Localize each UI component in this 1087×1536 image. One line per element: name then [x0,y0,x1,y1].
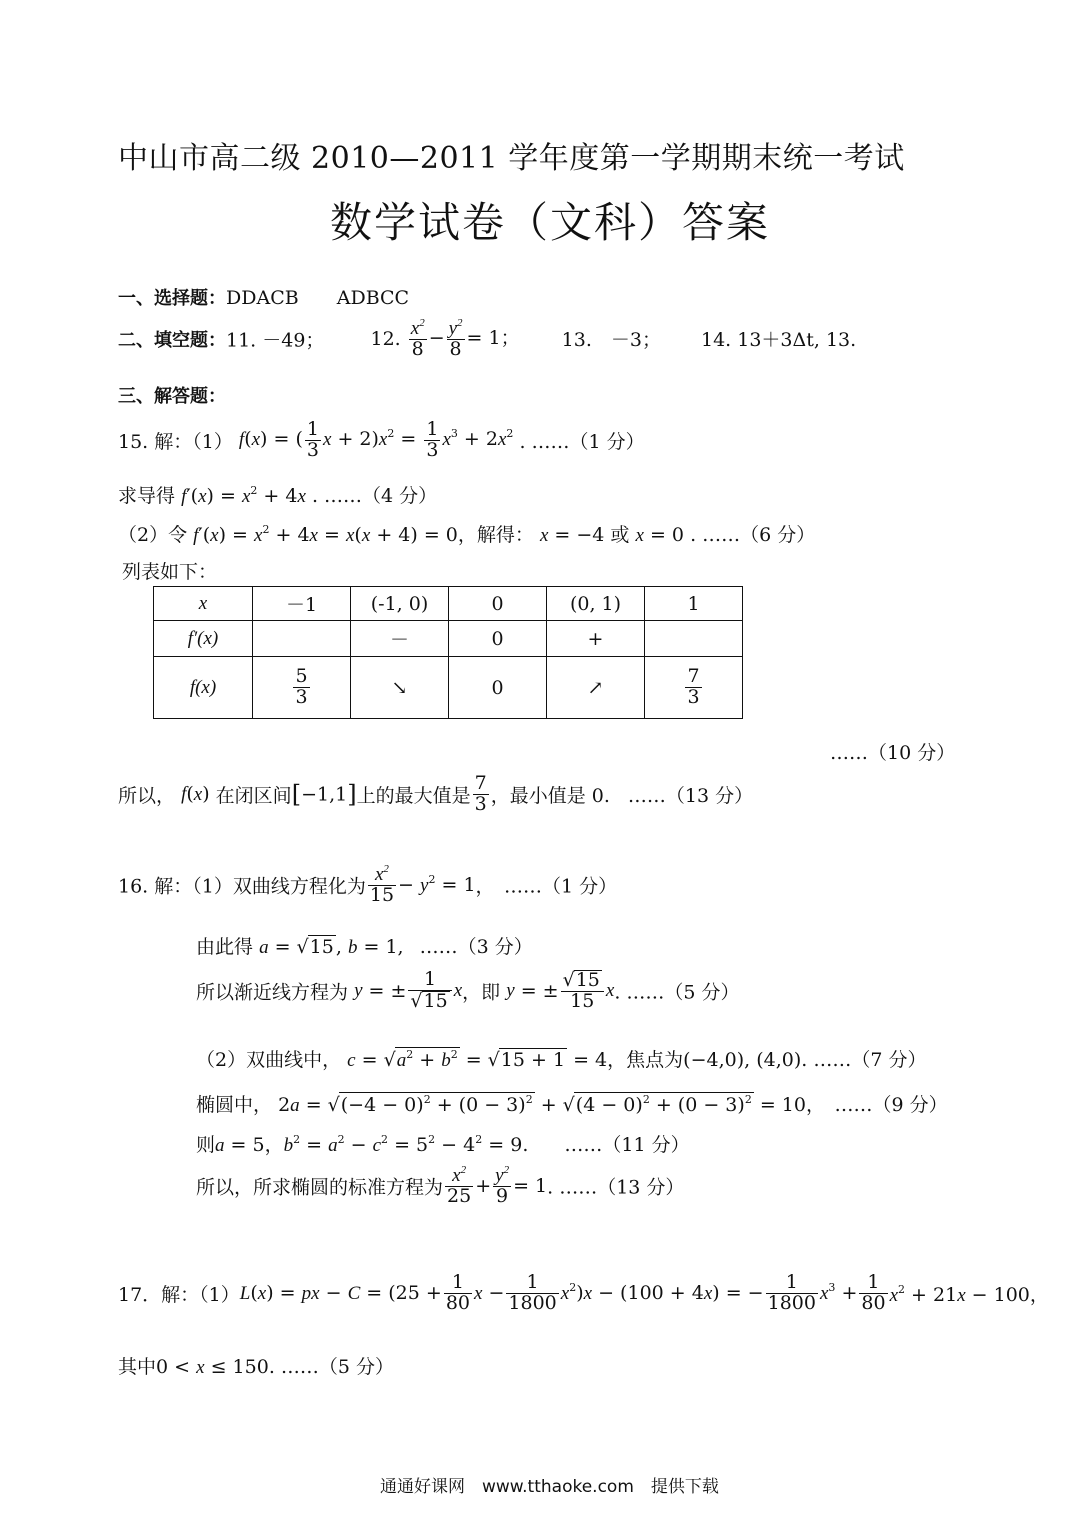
p16-c-value: $c = √a^2 + b^2 = √15 + 1 = 4$ [347,1048,608,1071]
p15-derivative-prefix: 求导得 [118,485,176,507]
p15-step2 [118,481,437,508]
answers-1-5: DDACB [226,287,299,309]
p15-fx: f [181,783,187,805]
table-cell: f′(x) [154,621,253,657]
fill-in-answers [118,318,856,360]
p17-domain: 0 < x ≤ 150 [156,1356,269,1378]
table-cell: 0 [449,657,547,719]
answer-13: 13. －3； [561,329,661,352]
p16-a-b-values: a = 5，$b^2 = a^2 - c^2 = 5^2 - 4^2 = 9$. [215,1133,529,1156]
p16-ab-values: a = √15 , b = 1, [259,936,404,958]
p17-line2 [118,1352,394,1379]
multiple-choice-answers [118,284,409,310]
p16-ellipse-y-term: $\frac{y^2}{9}$ [495,1164,510,1207]
p15-or: 或 [610,524,630,546]
p16-line7: 所以，所求椭圆的标准方程为 $\frac{x^2}{25}$ + $\frac{y^2}{9}$ = 1. ……（13 分） [196,1164,685,1207]
p16-score-9: ， ……（9 分） [806,1094,948,1116]
p15-conclusion: 所以， f(x) 在闭区间[−1,1]上的最大值是 $\frac{7}{3}$ ，最小值是 0. ……（13 分） [118,772,754,815]
p16-line6 [196,1130,690,1157]
p16-line4 [196,1045,926,1072]
p15-conclusion-b: 在闭区间 [215,784,292,807]
table-row [154,587,743,621]
p15-fx-expansion: f(x) = ( $\frac{1}{3}$ $x + 2)x^2$ = $\frac{1}{3}$ $x^3 + 2x^2$ [238,418,514,461]
answer-title: 数学试卷（文科）答案 [330,198,771,247]
p15-step1 [118,420,645,461]
table-cell [645,621,743,657]
p16-score-13: . ……（13 分） [547,1176,685,1199]
p15-root-1: x [539,525,549,546]
p16-line5 [196,1090,948,1117]
table-cell: (0, 1) [547,587,645,621]
table-cell: 0 [449,587,547,621]
table-cell: ↘ [351,657,449,719]
p16-line2 [196,932,533,959]
p16-line3: 所以渐近线方程为 y = ± $\frac{1}{√15}$ x，即 y = ± $\frac{√15}{15}$ x. ……（5 分） [196,968,740,1012]
p16-l4-prefix: （2）双曲线中， [196,1049,342,1071]
p15-score-4: . ……（4 分） [311,485,438,507]
p16-score-11: ……（11 分） [564,1134,690,1156]
table-cell: x [154,587,253,621]
p15-score-6: . ……（6 分） [690,524,816,546]
p16-score-7: . ……（7 分） [801,1049,927,1071]
p16-l3-mid: ，即 [462,981,501,1004]
p15-equation: $f'(x) = x^2 + 4x = x(x + 4) = 0$ [193,523,458,546]
p16-foci: (−4,0), (4,0) [683,1049,802,1071]
p16-2a-value: $2a = √(-4 - 0)^2 + (0 - 3)^2 + √(4 - 0)^2 + (0 - 3)^2 = 10$ [278,1093,806,1116]
p16-line1: 16. 解：（1）双曲线方程化为 $\frac{x^2}{15}$ − $y^2 = 1$， ……（1 分） [118,863,618,906]
p17-l2-prefix: 其中 [118,1356,157,1378]
footer-source: 通通好课网 www.tthaoke.com 提供下载 [380,1477,719,1497]
p15-derivative-formula: $f'(x) = x^2 + 4x$ [181,484,306,507]
p15-conclusion-d: ，最小值是 0. [490,784,610,807]
table-cell: －1 [253,587,351,621]
table-row [154,621,743,657]
table-cell: $\frac{5}{3}$ [253,657,351,719]
section-1-label: 一、选择题： [118,288,226,309]
value-table [153,586,743,719]
p16-l5-prefix: 椭圆中， [196,1094,273,1116]
p16-head: 16. 解：（1）双曲线方程化为 [118,875,366,898]
answer-11: 11. －49； [226,329,325,352]
p15-conclusion-a: 所以， [118,784,176,807]
p16-l2-prefix: 由此得 [196,936,254,958]
p17-score-5: . ……（5 分） [268,1356,395,1378]
p15-step3: （2）令 $f'(x) = x^2 + 4x = x(x + 4) = 0$，解得： x = −4 或 x = 0 . ……（6 分） [118,523,816,546]
p16-score-3: ……（3 分） [419,936,533,958]
section-3-label: 三、解答题： [118,386,226,407]
p15-max-value: $\frac{7}{3}$ [474,772,487,815]
table-cell: f(x) [154,657,253,719]
p15-score-13: ……（13 分） [627,784,754,807]
p16-l6-prefix: 则 [196,1134,216,1156]
p16-asymptote-2: $\frac{√15}{15}$ [561,970,604,1012]
table-cell: (-1, 0) [351,587,449,621]
p16-asymptote-1: $\frac{1}{√15}$ [408,970,451,1012]
p15-root-2: x [635,525,644,546]
table-cell: + [547,621,645,657]
p15-table-score: ……（10 分） [830,742,956,764]
answer-12-number: 12. [370,327,401,350]
p16-l4-mid: ，焦点为 [607,1049,684,1071]
answer-12-formula: $\frac{x^2}{8}$ − $\frac{y^2}{8}$ = 1； [410,317,526,360]
table-cell: 1 [645,587,743,621]
p15-head: 15. 解：（1） [118,430,233,453]
p15-solve-text: ，解得： [457,524,534,546]
p16-score-1: ， ……（1 分） [475,875,618,898]
p15-conclusion-c: 上的最大值是 [356,784,471,807]
table-cell: 0 [449,621,547,657]
section-2-label: 二、填空题： [118,329,226,351]
table-row [154,657,743,719]
table-cell: ↗ [547,657,645,719]
table-cell: － [351,621,449,657]
p16-hyperbola-term: $\frac{x^2}{15}$ [369,863,395,906]
answer-14: 14. 13＋3Δt, 13. [701,329,857,352]
p16-l7-prefix: 所以，所求椭圆的标准方程为 [196,1176,444,1199]
exam-title: 中山市高二级 2010—2011 学年度第一学期期末统一考试 [118,141,905,176]
p15-table-intro: 列表如下： [122,561,218,583]
p17-profit-function: L(x) = px − C = (25 + [239,1281,442,1304]
p16-ellipse-x-term: $\frac{x^2}{25}$ [447,1164,472,1207]
p17-line1: 17．解：（1）L(x) = px − C = (25 + $\frac{1}{80}$ x − $\frac{1}{1800}$ $x^2)x - (100 + 4x)$ = − $\frac{1}{1800}$ $x^3$ + $\frac{1}{80}$ $x^2 + 21x - 100$， [118,1271,1049,1314]
table-cell [253,621,351,657]
p17-head: 17．解：（1） [118,1283,240,1306]
table-cell: $\frac{7}{3}$ [645,657,743,719]
p16-score-5: . ……（5 分） [614,981,740,1004]
p16-l3-prefix: 所以渐近线方程为 [196,981,349,1004]
answers-6-10: ADBCC [336,287,410,309]
p15-interval: [ [291,780,302,809]
p15-score-1: . ……（1 分） [519,430,645,453]
p15-part2-prefix: （2）令 [118,524,188,546]
